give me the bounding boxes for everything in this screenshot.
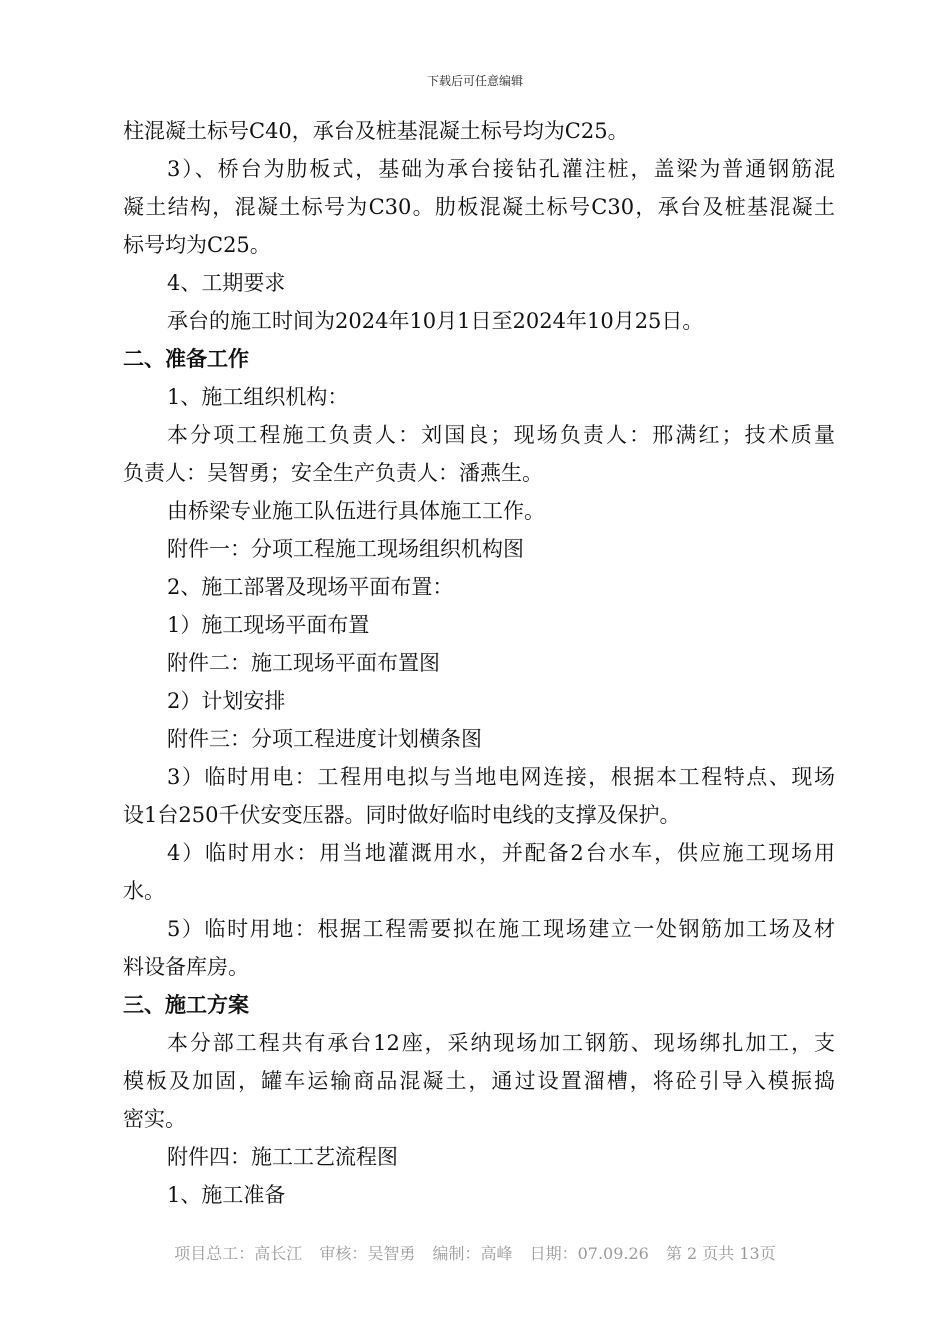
- paragraph-line: 承台的施工时间为2024年10月1日至2024年10月25日。: [167, 309, 704, 333]
- heading-text: 三、施工方案: [123, 993, 249, 1017]
- paragraph-line: 本分项工程施工负责人：刘国良；现场负责人：邢满红；技术质量: [167, 423, 835, 447]
- paragraph: [123, 910, 835, 986]
- paragraph: [123, 758, 835, 834]
- paragraph: [123, 1024, 835, 1138]
- footer-date: 日期：07.09.26: [529, 1244, 649, 1263]
- paragraph-line: 3）、桥台为肋板式，基础为承台接钻孔灌注桩，盖梁为普通钢筋混: [167, 157, 835, 181]
- paragraph-line: 柱混凝土标号C40，承台及桩基混凝土标号均为C25。: [123, 119, 629, 143]
- paragraph-line: 本分部工程共有承台12座，采纳现场加工钢筋、现场绑扎加工，支: [167, 1031, 835, 1055]
- paragraph-line: 附件二：施工现场平面布置图: [167, 651, 440, 675]
- footer-page-number: 第 2 页共 13页: [665, 1244, 776, 1263]
- paragraph-line: 5）临时用地：根据工程需要拟在施工现场建立一处钢筋加工场及材: [167, 917, 835, 941]
- paragraph: [123, 720, 835, 758]
- paragraph-line: 密实。: [123, 1107, 186, 1131]
- paragraph-line: 2）计划安排: [167, 689, 286, 713]
- paragraph-line: 2、施工部署及现场平面布置：: [167, 575, 454, 599]
- paragraph: [123, 150, 835, 264]
- paragraph-line: 附件四：施工工艺流程图: [167, 1145, 398, 1169]
- paragraph-line: 附件三：分项工程进度计划横条图: [167, 727, 482, 751]
- paragraph-line: 附件一：分项工程施工现场组织机构图: [167, 537, 524, 561]
- paragraph: [123, 492, 835, 530]
- paragraph-line: 水。: [123, 879, 165, 903]
- paragraph-line: 模板及加固，罐车运输商品混凝土，通过设置溜槽，将砼引导入模振捣: [123, 1069, 835, 1093]
- paragraph: [123, 264, 835, 302]
- paragraph-line: 负责人：吴智勇；安全生产负责人：潘燕生。: [123, 461, 543, 485]
- paragraph: [123, 530, 835, 568]
- paragraph-line: 1、施工准备: [167, 1183, 286, 1207]
- paragraph-line: 1、施工组织机构：: [167, 385, 349, 409]
- paragraph-line: 料设备库房。: [123, 955, 249, 979]
- paragraph: [123, 1176, 835, 1214]
- paragraph: [123, 416, 835, 492]
- paragraph: [123, 606, 835, 644]
- paragraph: [123, 1138, 835, 1176]
- paragraph: [123, 644, 835, 682]
- paragraph: [123, 682, 835, 720]
- paragraph-line: 标号均为C25。: [123, 233, 271, 257]
- footer-reviewer: 审核：吴智勇: [319, 1244, 416, 1263]
- paragraph-line: 4、工期要求: [167, 271, 286, 295]
- paragraph: [123, 112, 835, 150]
- footer-chief-engineer: 项目总工：高长江: [174, 1244, 303, 1263]
- paragraph: [123, 568, 835, 606]
- paragraph-line: 4）临时用水：用当地灌溉用水，并配备2台水车，供应施工现场用: [167, 841, 835, 865]
- paragraph-line: 设1台250千伏安变压器。同时做好临时电线的支撑及保护。: [123, 803, 681, 827]
- page-header-note: 下载后可任意编辑: [426, 74, 523, 88]
- paragraph-line: 1）施工现场平面布置: [167, 613, 370, 637]
- paragraph: [123, 378, 835, 416]
- document-body: [123, 112, 835, 1214]
- section-heading: [123, 986, 835, 1024]
- paragraph: [123, 302, 835, 340]
- paragraph-line: 由桥梁专业施工队伍进行具体施工工作。: [167, 499, 545, 523]
- paragraph: [123, 834, 835, 910]
- section-heading: [123, 340, 835, 378]
- paragraph-line: 3）临时用电：工程用电拟与当地电网连接，根据本工程特点、现场: [167, 765, 835, 789]
- heading-text: 二、准备工作: [123, 347, 249, 371]
- paragraph-line: 凝土结构，混凝土标号为C30。肋板混凝土标号C30，承台及桩基混凝土: [123, 195, 835, 219]
- footer-compiler: 编制：高峰: [432, 1244, 513, 1263]
- page-footer: [0, 1241, 950, 1264]
